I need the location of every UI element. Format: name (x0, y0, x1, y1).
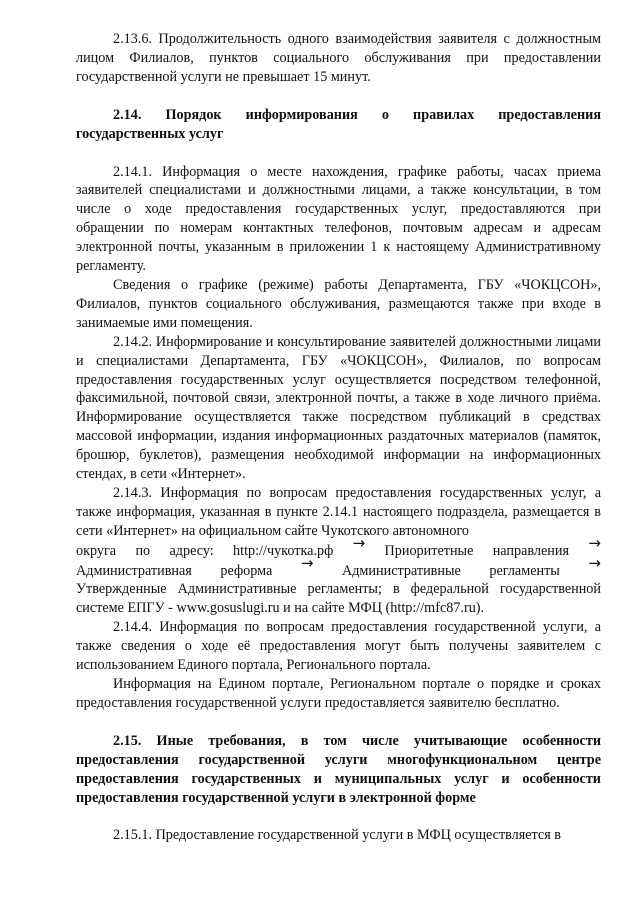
site-navigation-path-line-2: Административная реформа → Административные регламенты → (76, 553, 601, 579)
paragraph-2-13-6: 2.13.6. Продолжительность одного взаимодействия заявителя с должностным лицом Филиалов, пунктов социального обслуживания при предоставлении государственной услуги не превышает 15 минут. (76, 31, 601, 85)
paragraph-2-14-2: 2.14.2. Информирование и консультирование заявителей должностными лицами и специалистами Департамента, ГБУ «ЧОКЦСОН», Филиалов, по вопросам предоставления государственных услуг осуществляется посредством телефонной, факсимильной, почтовой связи, электронной почты, а также в ходе личного приёма. Информирование осуществляется также посредством публикаций в средствах массовой информации, издания информационных раздаточных материалов (памяток, брошюр, буклетов), размещения необходимой информации на информационных стендах, в сети «Интернет». (76, 333, 601, 483)
paragraph-portal-info: Информация на Едином портале, Региональном портале о порядке и сроках предоставления государственной услуги предоставляется заявителю бесплатно. (76, 676, 601, 711)
paragraph-schedule-info: Сведения о графике (режиме) работы Департамента, ГБУ «ЧОКЦСОН», Филиалов, пунктов социального обслуживания, размещаются также при входе в занимаемые ими помещения. (76, 276, 601, 331)
paragraph-2-14-3-end: Утвержденные Административные регламенты; в федеральной государственной системе ЕПГУ - www.gosuslugi.ru и на сайте МФЦ (http://mfc87.ru). (76, 581, 601, 617)
paragraph-2-14-1: 2.14.1. Информация о месте нахождения, графике работы, часах приема заявителей специалистами и должностными лицами, а также консультации, в том числе о ходе предоставления государственных услуг, предоставляются при обращении по номерам контактных телефонов, почтовым адресам и адресам электронной почты, указанным в приложении 1 к настоящему Административному регламенту. (76, 163, 601, 275)
document-page (76, 30, 601, 845)
right-arrow-icon: → (300, 553, 314, 572)
website-link[interactable]: http://чукотка.рф (233, 542, 334, 559)
paragraph-2-14-3: 2.14.3. Информация по вопросам предоставления государственных услуг, а также информация, указанная в пункте 2.14.1 настоящего подраздела, размещается в сети «Интернет» на официальном сайте Чукотского автономного (76, 484, 601, 539)
heading-2-15: 2.15. Иные требования, в том числе учитывающие особенности предоставления государственной услуги многофункциональном центре предоставления государственных и муниципальных услуг и особенности предоставления государственной услуги в электронной форме (76, 732, 601, 806)
right-arrow-icon: → (352, 533, 366, 552)
site-navigation-path-line-1: округа по адресу: http://чукотка.рф → Приоритетные направления → (76, 533, 601, 559)
right-arrow-icon: → (588, 553, 601, 572)
paragraph-2-14-4: 2.14.4. Информация по вопросам предоставления государственной услуги, а также сведения о ходе её предоставления могут быть получены заявителем с использованием Единого портала, Регионального портала. (76, 619, 601, 674)
paragraph-2-15-1: 2.15.1. Предоставление государственной услуги в МФЦ осуществляется в (113, 827, 562, 844)
heading-2-14: 2.14. Порядок информирования о правилах предоставления государственных услуг (76, 106, 601, 142)
right-arrow-icon: → (588, 533, 601, 552)
